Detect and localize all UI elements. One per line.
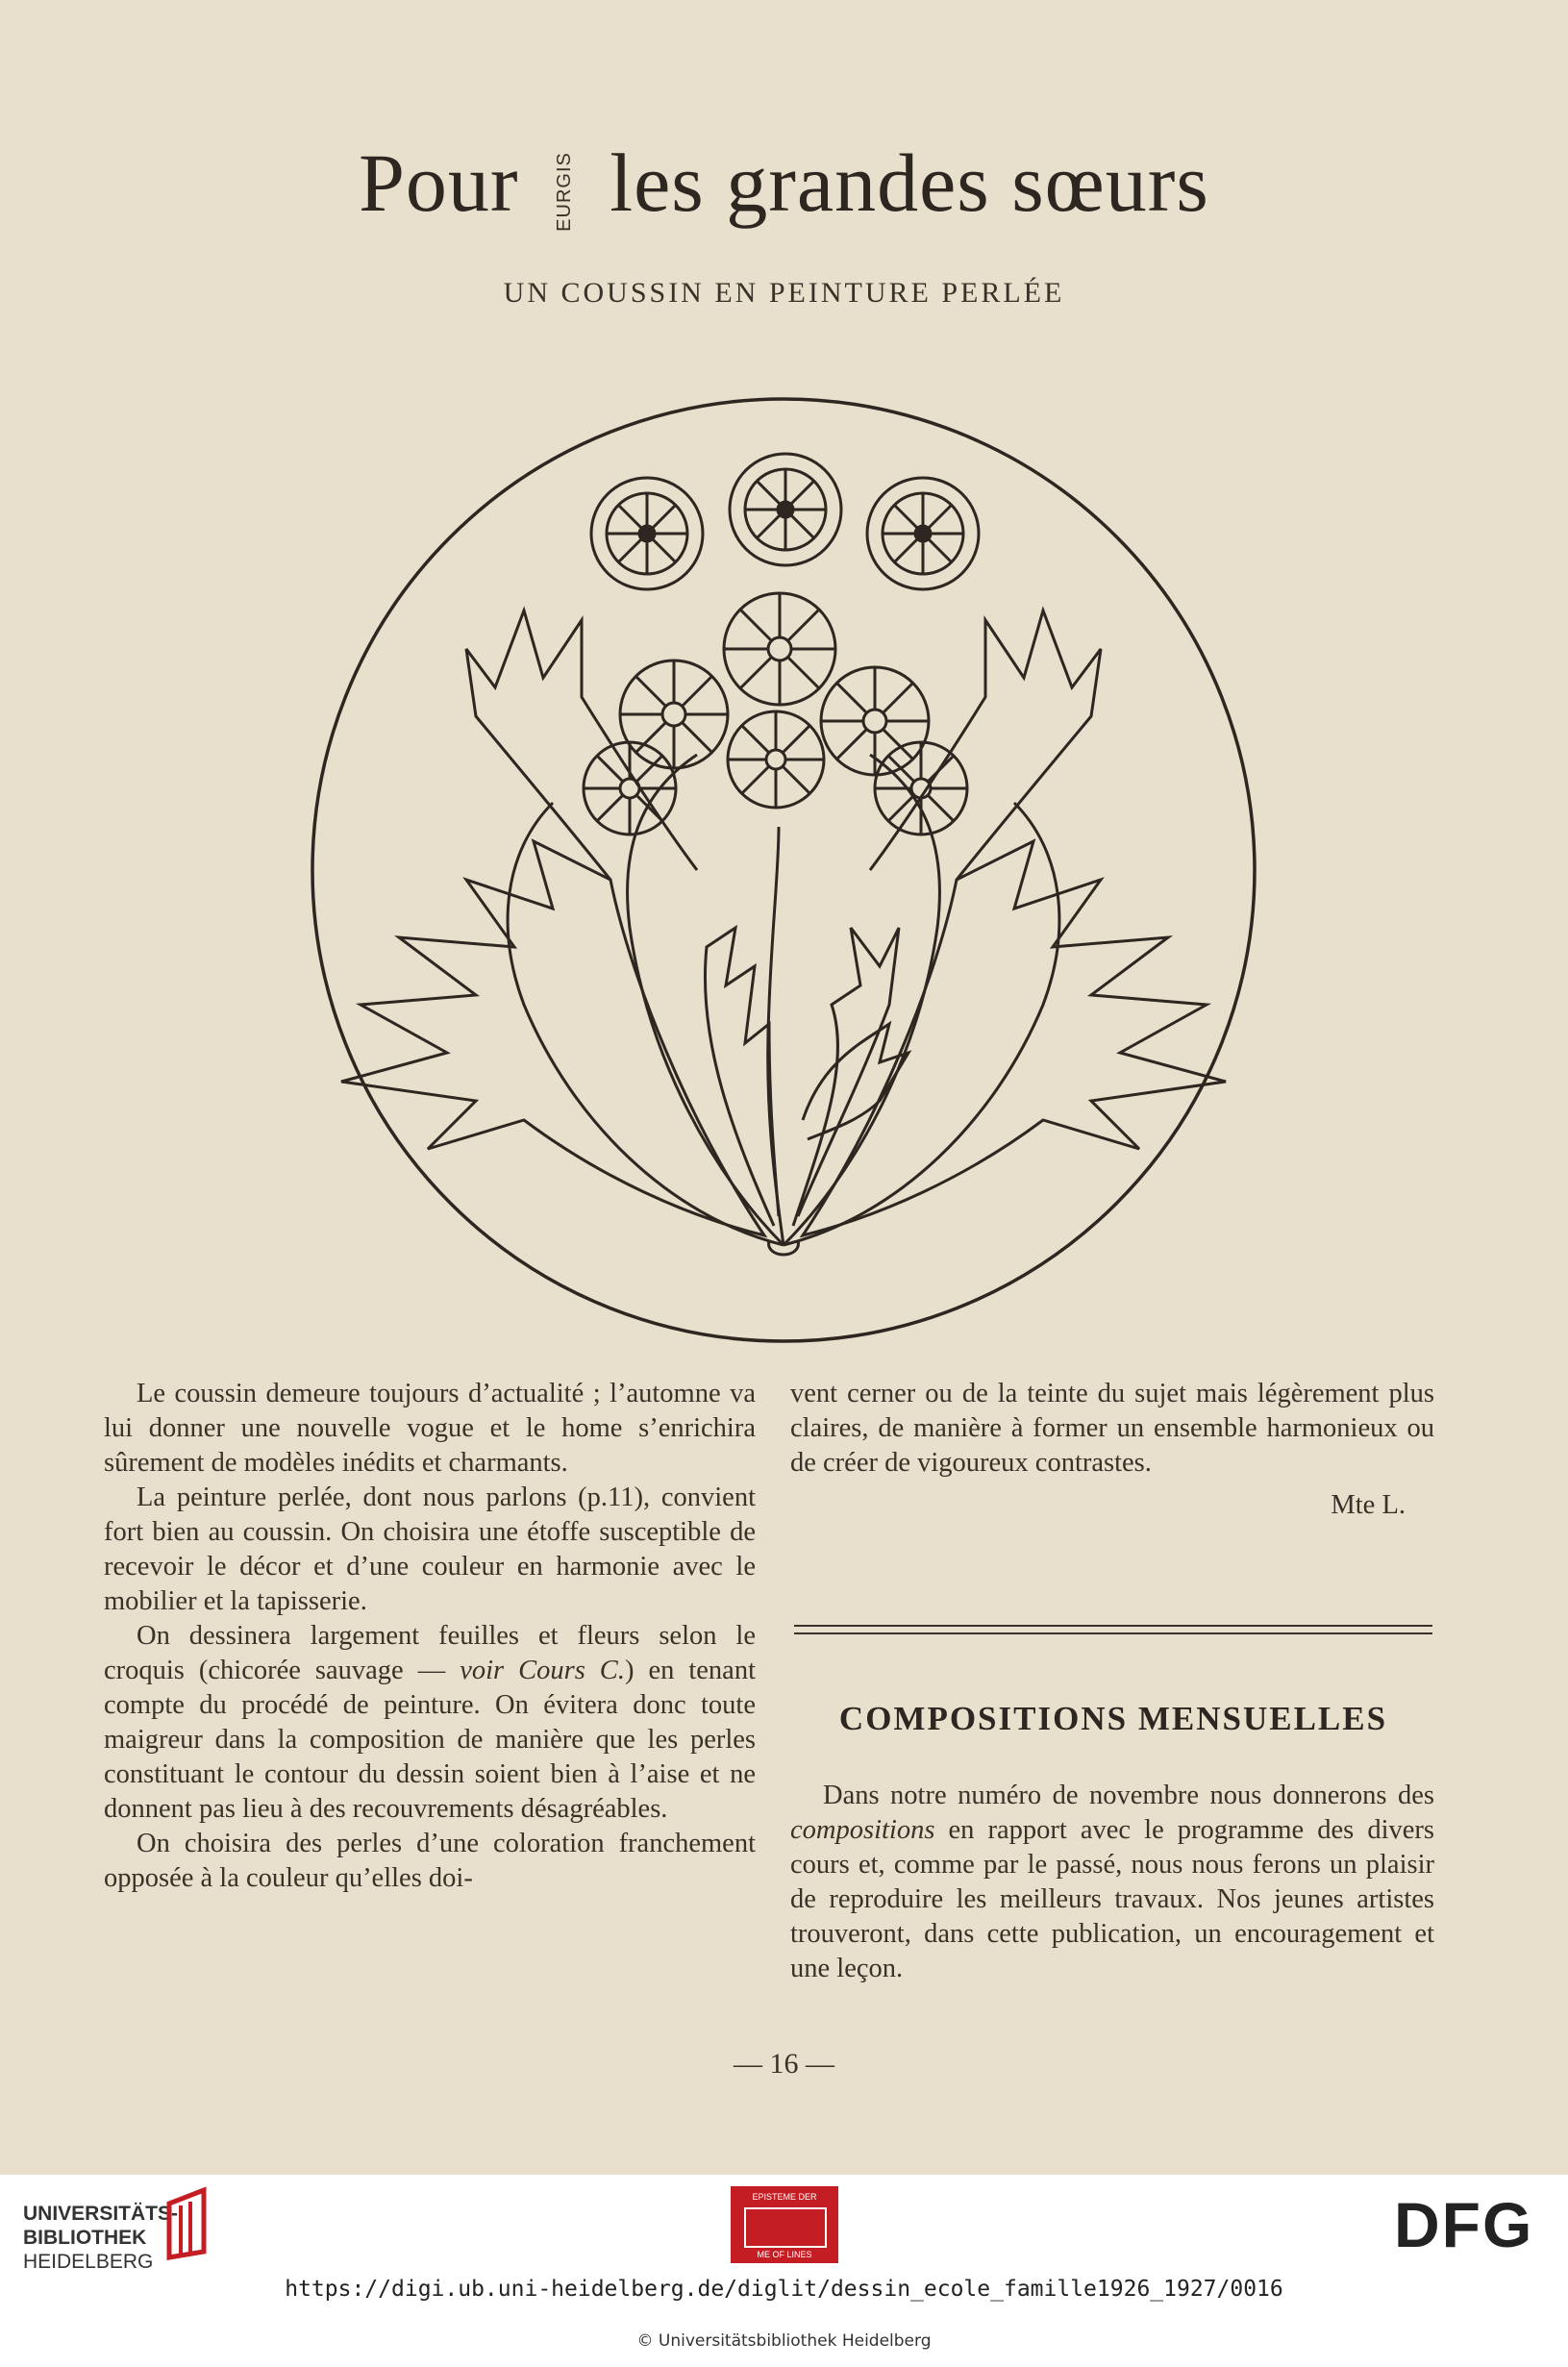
episteme-logo-top-text: EPISTEME DER [752,2192,817,2202]
library-stamp: EURGIS [553,151,575,232]
leaf-center-small [803,1024,908,1139]
flower-middle-left [620,660,728,768]
right-text-column [790,1377,1434,1523]
episteme-logo-frame [744,2207,827,2248]
flower-top-right [867,478,979,589]
episteme-logo-bottom-text: ME OF LINES [757,2250,812,2259]
page-number: — 16 — [734,2048,834,2080]
paragraph: On dessinera largement feuilles et fleurs selon le croquis (chicorée sauvage — voir Cours C.) en tenant compte du procédé de peinture. On évitera donc toute maigreur dans la composition de manière que les perles constituant le contour du dessin soient bien à l’aise et ne donnent pas lieu à des recouvrements désagréables. [104,1621,756,1824]
illustration-border-circle [312,399,1255,1341]
leaf-center-right [793,928,899,1226]
stem-far-left [508,803,784,1245]
italic-reference: voir Cours C. [460,1656,625,1685]
library-logo-icon[interactable] [162,2184,219,2261]
library-line: HEIDELBERG [23,2251,154,2273]
section-divider-bottom [794,1632,1432,1634]
flower-top-center [730,454,841,565]
flower-lower-center [728,711,824,808]
flower-middle-right [821,667,929,775]
copyright-notice: © Universitätsbibliothek Heidelberg [636,2331,932,2351]
title-word-pour: Pour [359,137,519,229]
dfg-logo[interactable]: DFG [1394,2189,1534,2260]
permalink-url[interactable]: https://digi.ub.uni-heidelberg.de/diglit/dessin_ecole_famille1926_1927/0016 [285,2277,1283,2302]
author-signature: Mte L. [1331,1490,1406,1520]
title-rest: les grandes sœurs [610,137,1209,229]
section-heading: COMPOSITIONS MENSUELLES [838,1700,1388,1737]
italic-word: compositions [790,1815,935,1845]
library-name[interactable] [23,2202,178,2274]
section-text [790,1779,1434,1986]
flower-top-left [591,478,703,589]
paragraph: Dans notre numéro de novembre nous donnerons des compositions en rapport avec le programme des divers cours et, comme par le passé, nous nous ferons un plaisir de reproduire les meilleurs travaux. Nos jeunes artistes trouveront, dans cette publication, un encouragement et une leçon. [790,1781,1434,1983]
leaf-left-upper [466,610,697,880]
article-subtitle: UN COUSSIN EN PEINTURE PERLÉE [503,277,1065,309]
paragraph: La peinture perlée, dont nous parlons (p.11), convient fort bien au coussin. On choisira une étoffe susceptible de recevoir le décor et d’une couleur en harmonie avec le mobilier et la tapisserie. [104,1482,756,1616]
chicory-cushion-illustration [284,389,1283,1351]
episteme-logo[interactable] [731,2186,838,2263]
flower-lower-left [584,742,676,835]
flower-lower-right [875,742,967,835]
left-text-column [104,1377,756,1896]
paragraph: On choisira des perles d’une coloration franchement opposée à la couleur qu’elles doi- [104,1829,756,1893]
flower-middle-center [724,593,835,705]
section-divider-top [794,1625,1432,1627]
library-line: BIBLIOTHEK [23,2227,147,2249]
page-title [0,135,1568,231]
paragraph: Le coussin demeure toujours d’actualité ; l’automne va lui donner une nouvelle vogue et le home s’enrichira sûrement de modèles inédits et charmants. [104,1379,756,1478]
stem-right [784,755,939,1245]
leaf-left-large [341,841,764,1235]
paragraph: vent cerner ou de la teinte du sujet mais légèrement plus claires, de manière à former un ensemble harmonieux ou de créer de vigoureux contrastes. [790,1379,1434,1478]
stem-far-right [784,803,1059,1245]
library-line: UNIVERSITÄTS- [23,2203,179,2225]
